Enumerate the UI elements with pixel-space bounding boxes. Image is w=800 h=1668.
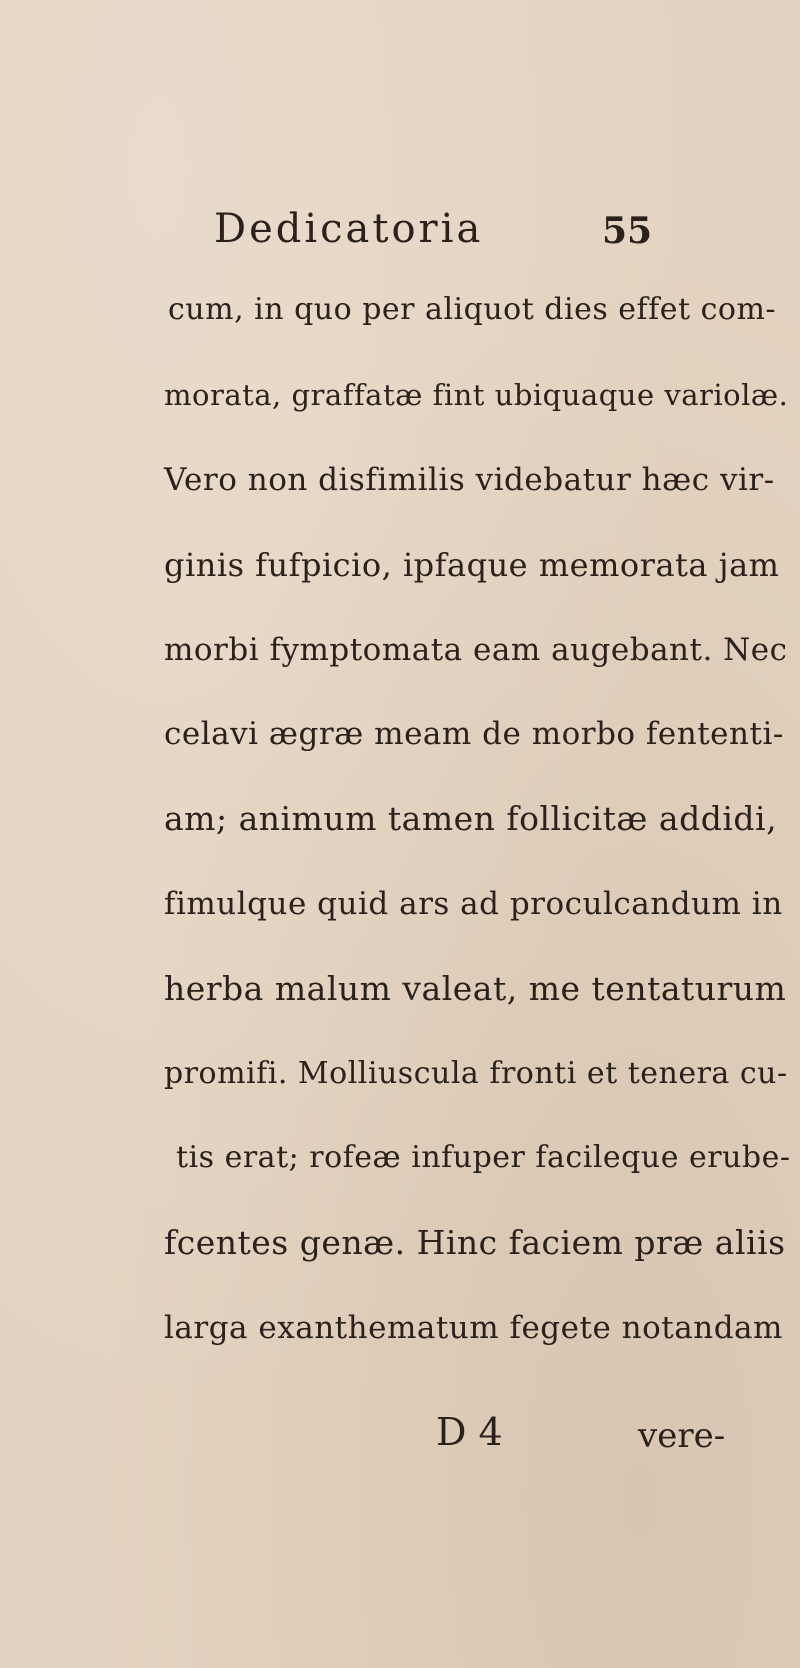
- text-line: am; animum tamen follicitæ addidi,: [164, 799, 778, 838]
- page-header: [0, 206, 800, 262]
- text-line: tis erat; rofeæ infuper facileque erube-: [176, 1140, 791, 1175]
- text-line: larga exanthematum fegete notandam: [164, 1310, 783, 1346]
- text-line: morata, graffatæ fint ubiquaque variolæ.: [164, 378, 789, 412]
- page-footer: [0, 1410, 800, 1470]
- text-line: cum, in quo per aliquot dies effet com-: [168, 292, 777, 327]
- text-line: Vero non disfimilis videbatur hæc vir-: [164, 462, 775, 498]
- text-line: fimulque quid ars ad proculcandum in: [164, 886, 783, 922]
- text-line: herba malum valeat, me tentaturum: [164, 969, 787, 1008]
- signature-mark: D 4: [436, 1410, 503, 1454]
- text-line: morbi fymptomata eam augebant. Nec: [164, 632, 788, 668]
- running-title: Dedicatoria: [214, 206, 484, 252]
- text-line: fcentes genæ. Hinc faciem præ aliis: [164, 1223, 786, 1262]
- text-line: promifi. Molliuscula fronti et tenera cu-: [164, 1056, 788, 1091]
- catchword: vere-: [638, 1416, 726, 1456]
- text-line: ginis fufpicio, ipfaque memorata jam: [164, 546, 780, 584]
- text-line: celavi ægræ meam de morbo fententi-: [164, 716, 784, 752]
- page-number: 55: [602, 210, 653, 252]
